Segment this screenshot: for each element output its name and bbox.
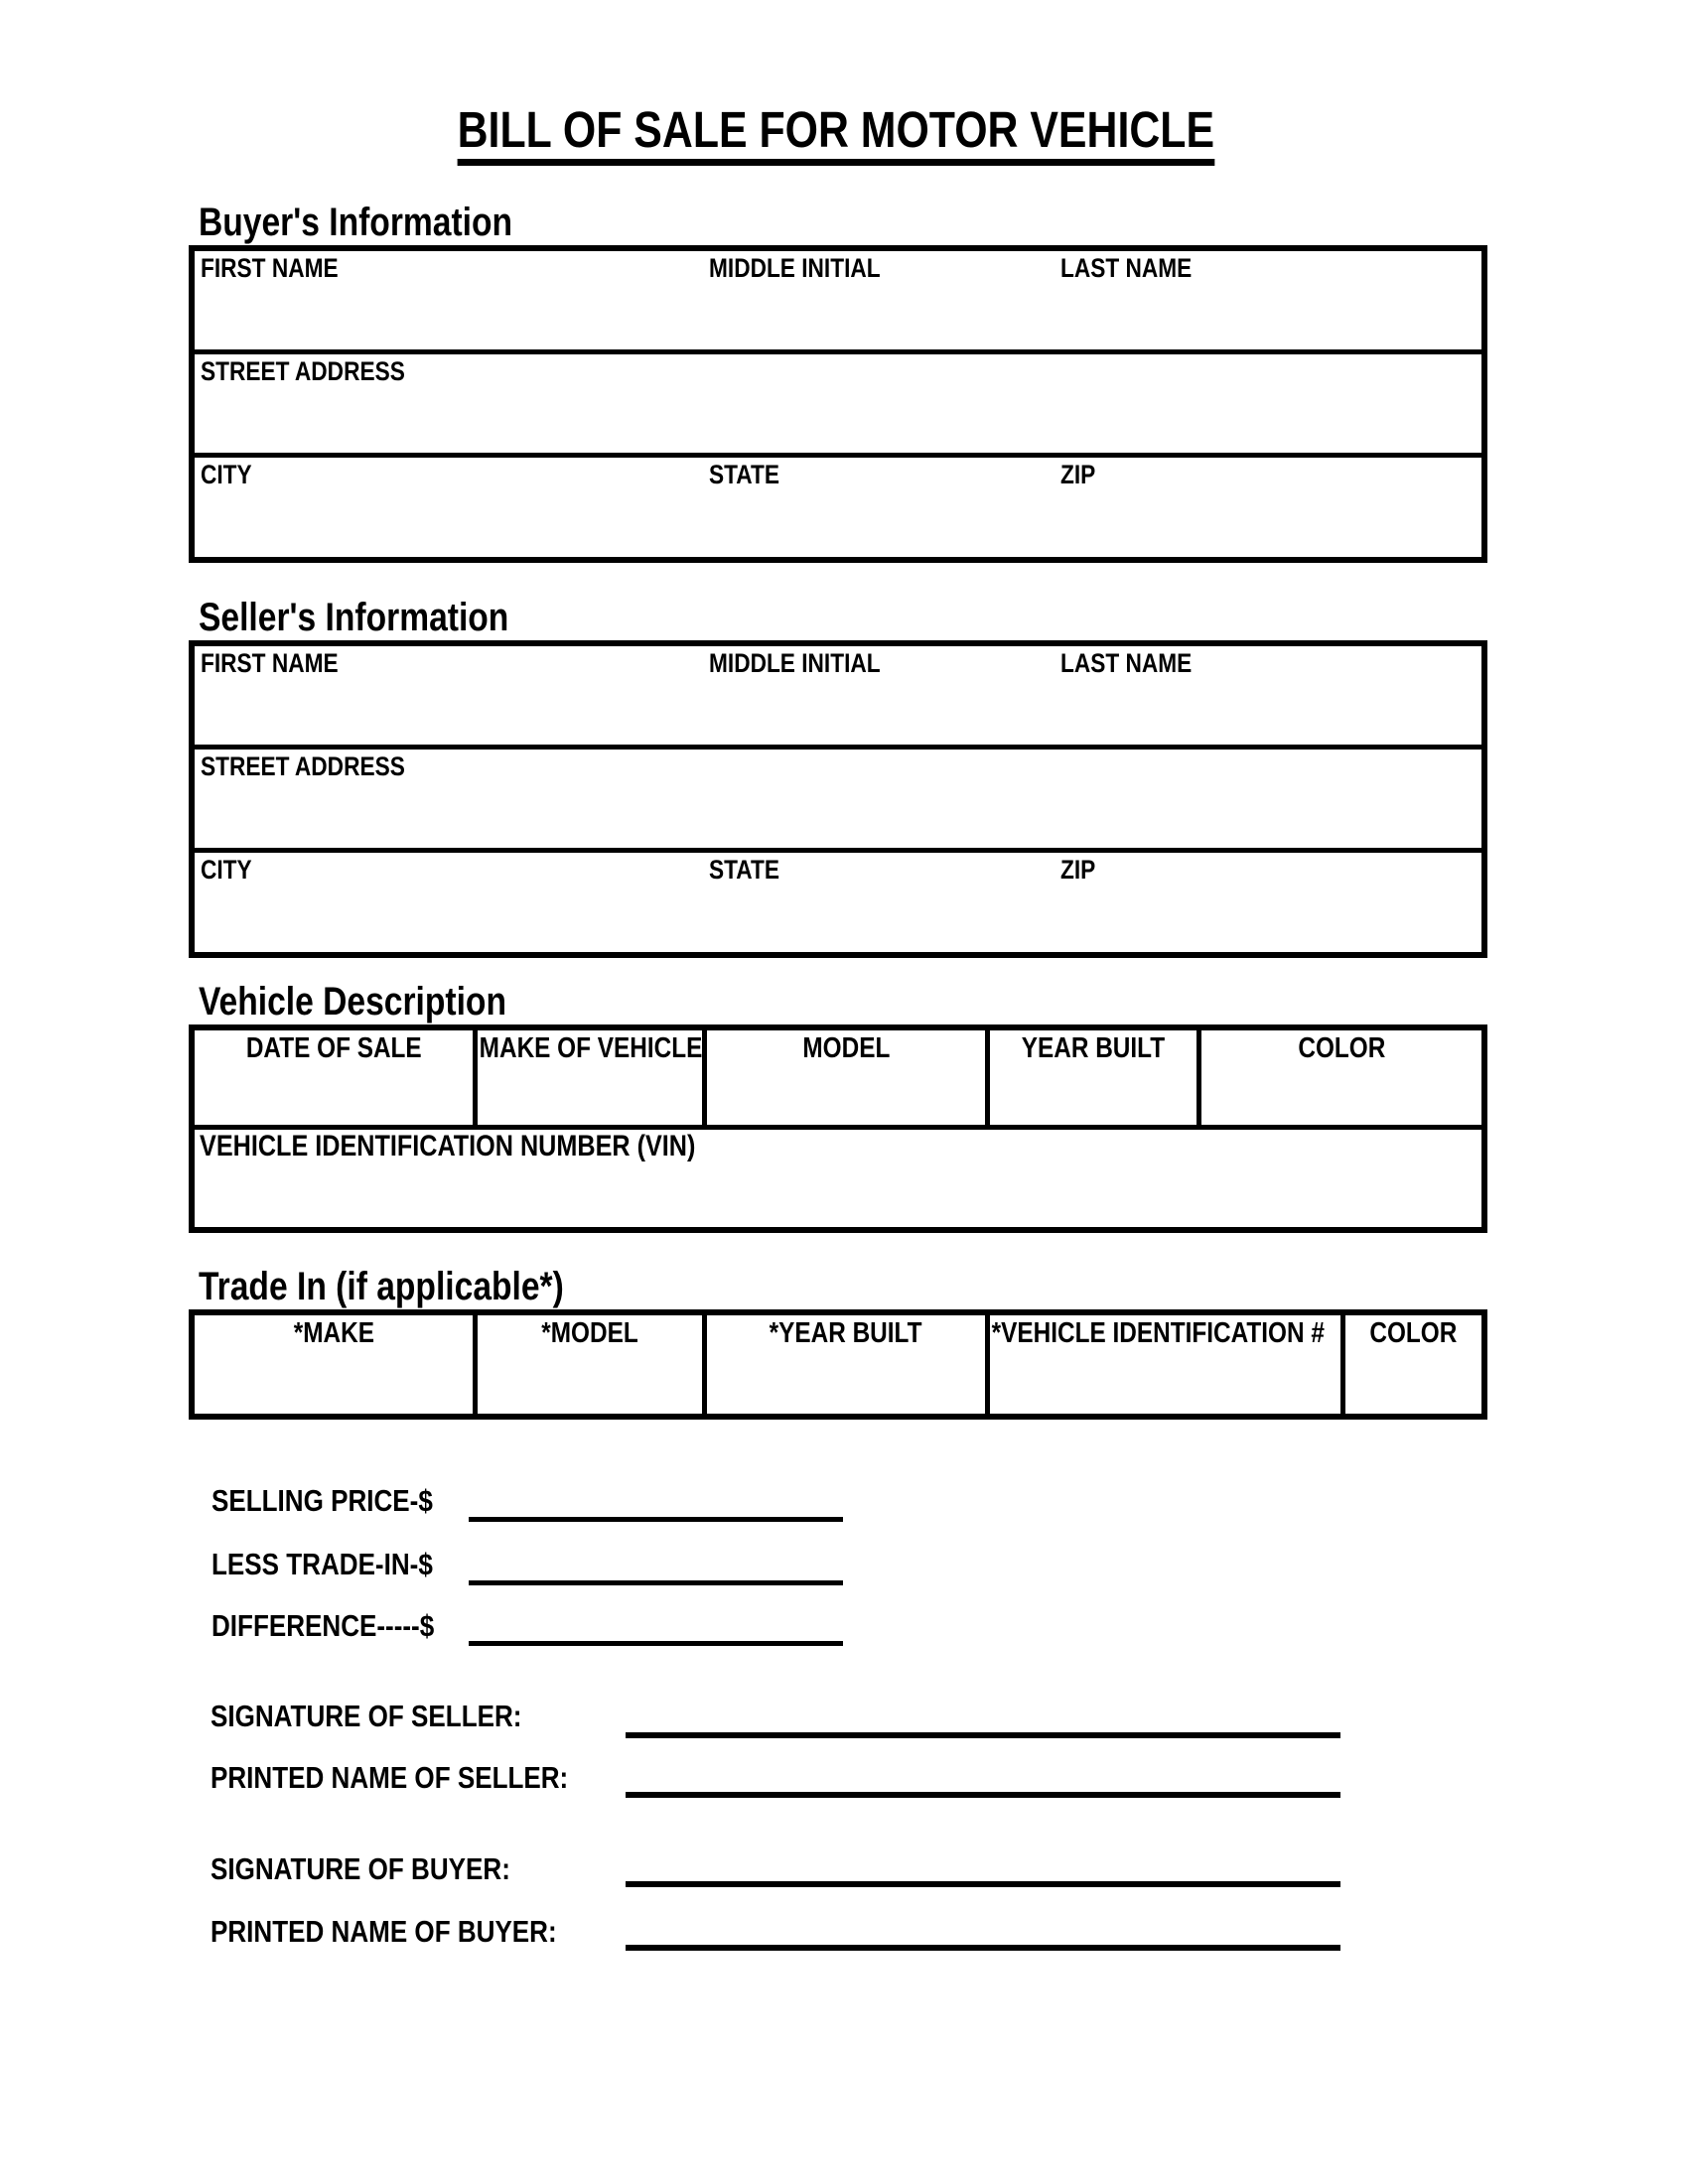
less-trade-in-label: LESS TRADE-IN-$ [211,1547,433,1581]
seller-last-name-label: LAST NAME [1060,648,1193,678]
vehicle-year-built-label: YEAR BUILT [1021,1032,1166,1064]
vehicle-model-field[interactable] [707,1030,990,1125]
selling-price-label: SELLING PRICE-$ [211,1483,433,1518]
vehicle-section-heading: Vehicle Description [199,980,506,1024]
buyer-street-address-row [195,354,1481,458]
trade-in-model-field[interactable] [478,1315,707,1414]
buyer-last-name-label: LAST NAME [1060,253,1193,283]
page-title: BILL OF SALE FOR MOTOR VEHICLE [458,101,1214,166]
seller-street-address-label: STREET ADDRESS [201,751,405,781]
buyer-city-state-zip-row [195,458,1481,557]
buyer-zip-field[interactable] [1055,458,1481,557]
vehicle-year-built-field[interactable] [990,1030,1201,1125]
buyer-middle-initial-field[interactable] [703,251,1055,349]
vehicle-vin-label: VEHICLE IDENTIFICATION NUMBER (VIN) [200,1130,696,1162]
seller-middle-initial-label: MIDDLE INITIAL [709,648,881,678]
printed-name-of-buyer-label: PRINTED NAME OF BUYER: [211,1914,557,1949]
buyer-first-name-field[interactable] [195,251,703,349]
buyer-name-row [195,251,1481,354]
seller-info-table [189,640,1487,958]
buyer-state-label: STATE [709,460,779,489]
buyer-city-field[interactable] [195,458,703,557]
trade-in-year-built-field[interactable] [707,1315,990,1414]
trade-in-vin-label: *VEHICLE IDENTIFICATION # [991,1317,1325,1349]
vehicle-color-field[interactable] [1201,1030,1481,1125]
buyer-street-address-label: STREET ADDRESS [201,356,405,386]
printed-name-of-buyer-line[interactable] [626,1945,1340,1951]
seller-section-heading: Seller's Information [199,596,509,639]
vehicle-color-label: COLOR [1298,1032,1385,1064]
seller-city-field[interactable] [195,853,703,952]
seller-state-label: STATE [709,855,779,885]
buyer-state-field[interactable] [703,458,1055,557]
seller-middle-initial-field[interactable] [703,646,1055,745]
seller-first-name-label: FIRST NAME [201,648,339,678]
vehicle-vin-field[interactable] [195,1125,1481,1227]
trade-in-make-label: *MAKE [293,1317,374,1349]
title-block [0,101,1672,166]
vehicle-make-field[interactable] [478,1030,707,1125]
seller-city-label: CITY [201,855,252,885]
trade-in-section-heading: Trade In (if applicable*) [199,1265,564,1308]
vehicle-date-of-sale-label: DATE OF SALE [245,1032,422,1064]
buyer-section-heading: Buyer's Information [199,201,513,244]
trade-in-make-field[interactable] [195,1315,478,1414]
printed-name-of-seller-label: PRINTED NAME OF SELLER: [211,1760,569,1795]
signature-of-buyer-line[interactable] [626,1881,1340,1887]
buyer-street-address-field[interactable] [195,354,1481,453]
signature-of-seller-label: SIGNATURE OF SELLER: [211,1699,522,1733]
buyer-city-label: CITY [201,460,252,489]
seller-city-state-zip-row [195,853,1481,952]
buyer-last-name-field[interactable] [1055,251,1481,349]
trade-in-table [189,1309,1487,1420]
seller-zip-field[interactable] [1055,853,1481,952]
trade-in-color-label: COLOR [1369,1317,1458,1349]
selling-price-line[interactable] [469,1517,843,1522]
difference-line[interactable] [469,1641,843,1646]
buyer-info-table [189,245,1487,563]
signature-of-buyer-label: SIGNATURE OF BUYER: [211,1851,510,1886]
less-trade-in-line[interactable] [469,1580,843,1585]
seller-name-row [195,646,1481,750]
trade-in-row [195,1315,1481,1414]
difference-label: DIFFERENCE-----$ [211,1608,435,1643]
seller-first-name-field[interactable] [195,646,703,745]
vehicle-model-label: MODEL [802,1032,890,1064]
buyer-zip-label: ZIP [1060,460,1096,489]
trade-in-year-built-label: *YEAR BUILT [770,1317,922,1349]
seller-state-field[interactable] [703,853,1055,952]
vehicle-make-label: MAKE OF VEHICLE [479,1032,703,1064]
vehicle-description-table [189,1024,1487,1233]
seller-street-address-row [195,750,1481,853]
seller-last-name-field[interactable] [1055,646,1481,745]
seller-street-address-field[interactable] [195,750,1481,848]
buyer-middle-initial-label: MIDDLE INITIAL [709,253,881,283]
printed-name-of-seller-line[interactable] [626,1792,1340,1798]
vehicle-header-row [195,1030,1481,1125]
seller-zip-label: ZIP [1060,855,1096,885]
trade-in-model-label: *MODEL [541,1317,638,1349]
vehicle-date-of-sale-field[interactable] [195,1030,478,1125]
trade-in-vin-field[interactable] [990,1315,1345,1414]
trade-in-color-field[interactable] [1345,1315,1481,1414]
buyer-first-name-label: FIRST NAME [201,253,339,283]
signature-of-seller-line[interactable] [626,1732,1340,1738]
